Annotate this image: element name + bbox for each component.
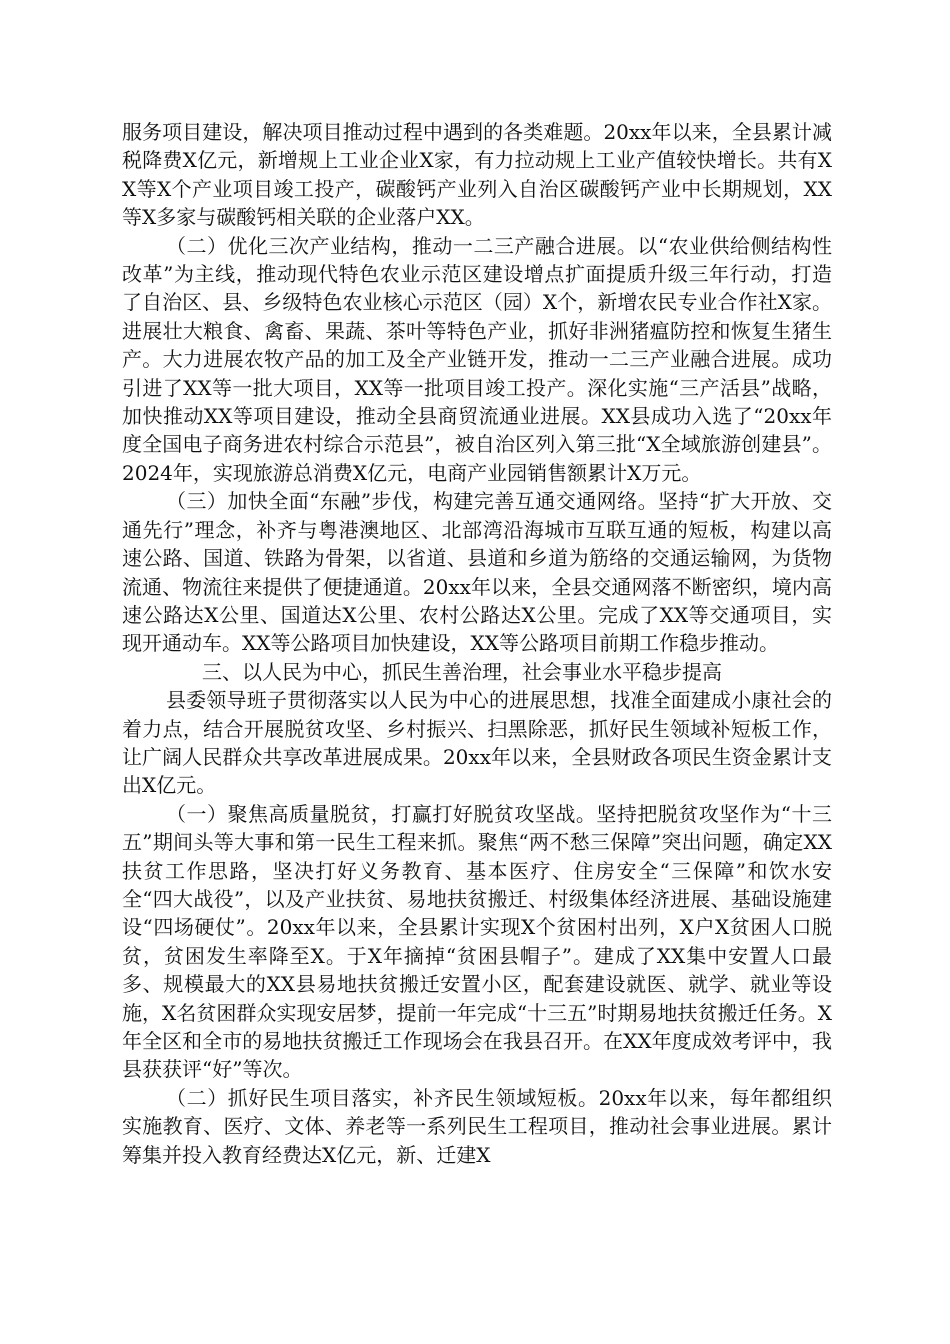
paragraph-industrial-projects: 服务项目建设，解决项目推动过程中遇到的各类难题。20xx年以来，全县累计减税降费X亿元，新增规上工业企业X家，有力拉动规上工业产值较快增长。共有XX等X个产业项目竣工投产，碳酸钙产业列入自治区碳酸钙产业中长期规划，XX等X多家与碳酸钙相关联的企业落户XX。: [122, 120, 832, 230]
document-body: [122, 118, 832, 1169]
paragraph-livelihood-intro: 县委领导班子贯彻落实以人民为中心的进展思想，找准全面建成小康社会的着力点，结合开展脱贫攻坚、乡村振兴、扫黑除恶，抓好民生领域补短板工作，让广阔人民群众共享改革进展成果。20xx年以来，全县财政各项民生资金累计支出X亿元。: [122, 688, 832, 798]
section-heading-livelihood: 三、以人民为中心，抓民生善治理，社会事业水平稳步提高: [202, 659, 722, 684]
paragraph-transport-network: （三）加快全面“东融”步伐，构建完善互通交通网络。坚持“扩大开放、交通先行”理念，补齐与粤港澳地区、北部湾沿海城市互联互通的短板，构建以高速公路、国道、铁路为骨架，以省道、县道和乡道为筋络的交通运输网，为货物流通、物流往来提供了便捷通道。20xx年以来，全县交通网落不断密织，境内高速公路达X公里、国道达X公里、农村公路达X公里。完成了XX等交通项目，实现开通动车。XX等公路项目加快建设，XX等公路项目前期工作稳步推动。: [122, 489, 832, 656]
paragraph-poverty-alleviation: （一）聚焦高质量脱贫，打赢打好脱贫攻坚战。坚持把脱贫攻坚作为“十三五”期间头等大事和第一民生工程来抓。聚焦“两不愁三保障”突出问题，确定XX扶贫工作思路，坚决打好义务教育、基本医疗、住房安全“三保障”和饮水安全“四大战役”，以及产业扶贫、易地扶贫搬迁、村级集体经济进展、基础设施建设“四场硬仗”。20xx年以来，全县累计实现X个贫困村出列，X户X贫困人口脱贫，贫困发生率降至X。于X年摘掉“贫困县帽子”。建成了XX集中安置人口最多、规模最大的XX县易地扶贫搬迁安置小区，配套建设就医、就学、就业等设施，X名贫困群众实现安居梦，提前一年完成“十三五”时期易地扶贫搬迁任务。X年全区和全市的易地扶贫搬迁工作现场会在我县召开。在XX年度成效考评中，我县获获评“好”等次。: [122, 801, 832, 1082]
paragraph-industry-structure: （二）优化三次产业结构，推动一二三产融合进展。以“农业供给侧结构性改革”为主线，推动现代特色农业示范区建设增点扩面提质升级三年行动，打造了自治区、县、乡级特色农业核心示范区（园）X个，新增农民专业合作社X家。进展壮大粮食、禽畜、果蔬、茶叶等特色产业，抓好非洲猪瘟防控和恢复生猪生产。大力进展农牧产品的加工及全产业链开发，推动一二三产业融合进展。成功引进了XX等一批大项目，XX等一批项目竣工投产。深化实施“三产活县”战略，加快推动XX等项目建设，推动全县商贸流通业进展。XX县成功入选了“20xx年度全国电子商务进农村综合示范县”，被自治区列入第三批“X全域旅游创建县”。2024年，实现旅游总消费X亿元，电商产业园销售额累计X万元。: [122, 233, 832, 485]
paragraph-livelihood-projects: （二）抓好民生项目落实，补齐民生领域短板。20xx年以来，每年都组织实施教育、医疗、文体、养老等一系列民生工程项目，推动社会事业进展。累计筹集并投入教育经费达X亿元，新、迁建X: [122, 1085, 832, 1167]
